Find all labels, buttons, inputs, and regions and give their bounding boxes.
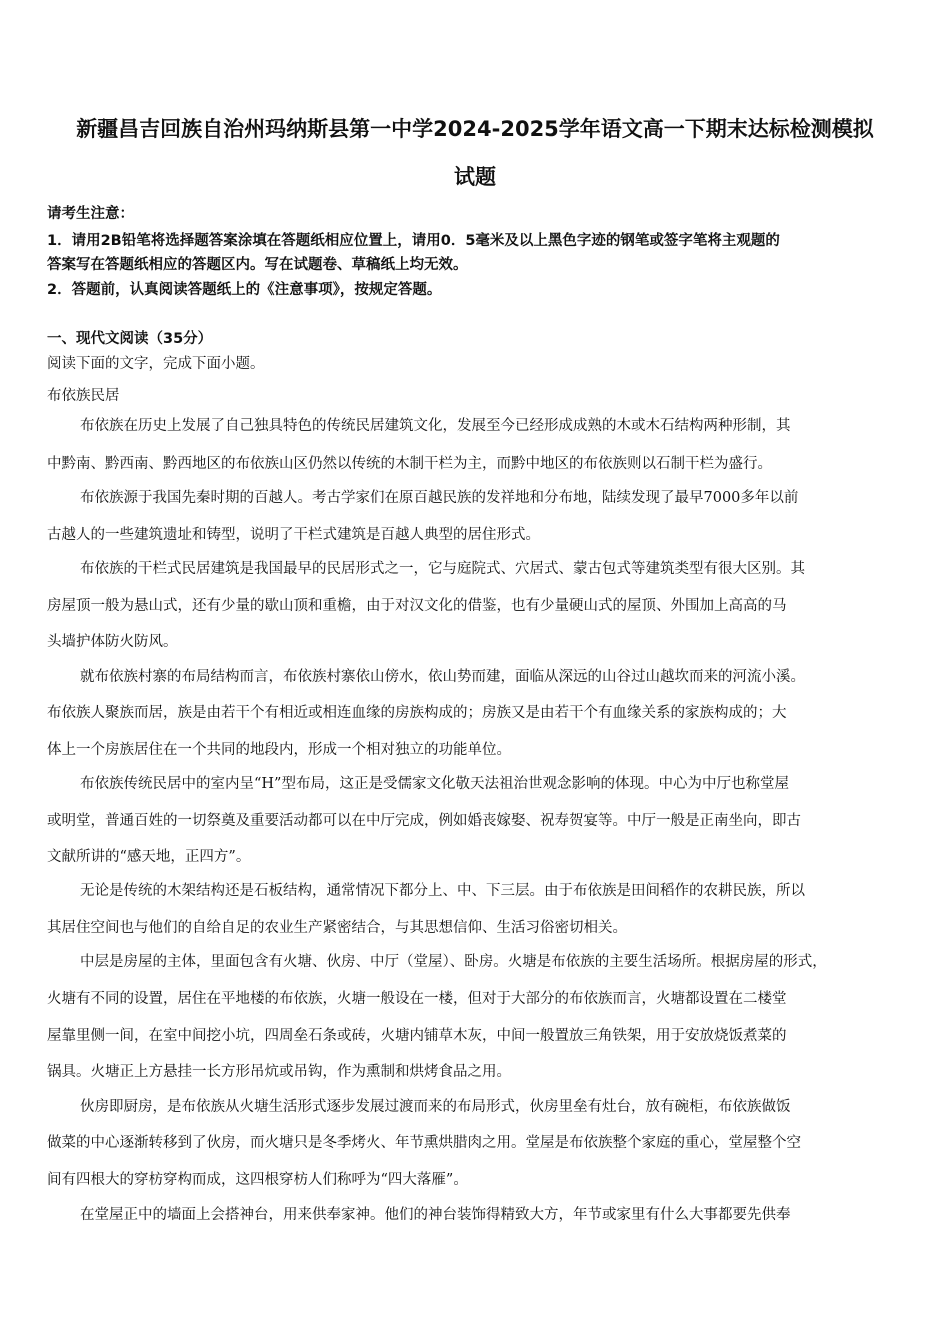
article-line: 中层是房屋的主体，里面包含有火塘、伙房、中厅（堂屋）、卧房。火塘是布依族的主要生活场所。根据房屋的形式， xyxy=(80,954,827,970)
article-line: 伙房即厨房，是布依族从火塘生活形式逐步发展过渡而来的布局形式，伙房里垒有灶台，放有碗柜，布依族做饭 xyxy=(80,1099,791,1115)
article-line: 体上一个房族居住在一个共同的地段内，形成一个相对独立的功能单位。 xyxy=(47,742,511,758)
article-line: 文献所讲的“感天地，正四方”。 xyxy=(47,849,251,865)
article-line: 锅具。火塘正上方悬挂一长方形吊炕或吊钩，作为熏制和烘烤食品之用。 xyxy=(47,1064,511,1080)
article-line: 中黔南、黔西南、黔西地区的布依族山区仍然以传统的木制干栏为主，而黔中地区的布依族则以石制干栏为盛行。 xyxy=(47,456,772,472)
article-line: 布依族的干栏式民居建筑是我国最早的民居形式之一，它与庭院式、穴居式、蒙古包式等建筑类型有很大区别。其 xyxy=(80,561,805,577)
article-line: 房屋顶一般为悬山式，还有少量的歇山顶和重檐，由于对汉文化的借鉴，也有少量硬山式的屋顶、外围加上高高的马 xyxy=(47,598,787,614)
article-title: 布依族民居 xyxy=(47,388,120,404)
article-line: 在堂屋正中的墙面上会搭神台，用来供奉家神。他们的神台装饰得精致大方，年节或家里有什么大事都要先供奉 xyxy=(80,1207,791,1223)
notice-item-1-line-2: 答案写在答题纸相应的答题区内。写在试题卷、草稿纸上均无效。 xyxy=(47,257,468,273)
article-line: 古越人的一些建筑遗址和铸型，说明了干栏式建筑是百越人典型的居住形式。 xyxy=(47,527,540,543)
article-line: 做菜的中心逐渐转移到了伙房，而火塘只是冬季烤火、年节熏烘腊肉之用。堂屋是布依族整个家庭的重心，堂屋整个空 xyxy=(47,1135,801,1151)
article-line: 布依族传统民居中的室内呈“H”型布局，这正是受儒家文化敬天法祖治世观念影响的体现。中心为中厅也称堂屋 xyxy=(80,776,789,792)
article-line: 布依族源于我国先秦时期的百越人。考古学家们在原百越民族的发祥地和分布地，陆续发现了最早7000多年以前 xyxy=(80,490,799,506)
article-line: 或明堂，普通百姓的一切祭奠及重要活动都可以在中厅完成，例如婚丧嫁娶、祝寿贺宴等。中厅一般是正南坐向，即古 xyxy=(47,813,801,829)
article-line: 屋靠里侧一间，在室中间挖小坑，四周垒石条或砖，火塘内铺草木灰，中间一般置放三角铁架，用于安放烧饭煮菜的 xyxy=(47,1028,787,1044)
exam-title-line-1: 新疆昌吉回族自治州玛纳斯县第一中学2024-2025学年语文高一下期末达标检测模拟 xyxy=(76,117,874,141)
article-line: 布依族人聚族而居，族是由若干个有相近或相连血缘的房族构成的；房族又是由若干个有血缘关系的家族构成的；大 xyxy=(47,705,787,721)
article-line: 其居住空间也与他们的自给自足的农业生产紧密结合，与其思想信仰、生活习俗密切相关。 xyxy=(47,920,627,936)
notice-item-1-line-1: 1．请用2B铅笔将选择题答案涂填在答题纸相应位置上，请用0．5毫米及以上黑色字迹的钢笔或签字笔将主观题的 xyxy=(47,233,780,249)
exam-title-line-2: 试题 xyxy=(454,165,496,189)
notice-item-2: 2．答题前，认真阅读答题纸上的《注意事项》，按规定答题。 xyxy=(47,282,442,298)
article-line: 无论是传统的木架结构还是石板结构，通常情况下都分上、中、下三层。由于布依族是田间稻作的农耕民族，所以 xyxy=(80,883,805,899)
article-line: 布依族在历史上发展了自己独具特色的传统民居建筑文化，发展至今已经形成成熟的木或木石结构两种形制，其 xyxy=(80,418,791,434)
article-line: 头墙护体防火防风。 xyxy=(47,634,178,650)
article-line: 火塘有不同的设置，居住在平地楼的布依族，火塘一般设在一楼，但对于大部分的布依族而言，火塘都设置在二楼堂 xyxy=(47,991,787,1007)
article-line: 就布依族村寨的布局结构而言，布依族村寨依山傍水，依山势而建，面临从深远的山谷过山越坎而来的河流小溪。 xyxy=(80,669,805,685)
section-instruction: 阅读下面的文字，完成下面小题。 xyxy=(47,356,265,372)
section-heading: 一、现代文阅读（35分） xyxy=(47,331,213,347)
article-line: 间有四根大的穿枋穿构而成，这四根穿枋人们称呼为“四大落雁”。 xyxy=(47,1172,468,1188)
notice-heading: 请考生注意： xyxy=(47,206,134,222)
